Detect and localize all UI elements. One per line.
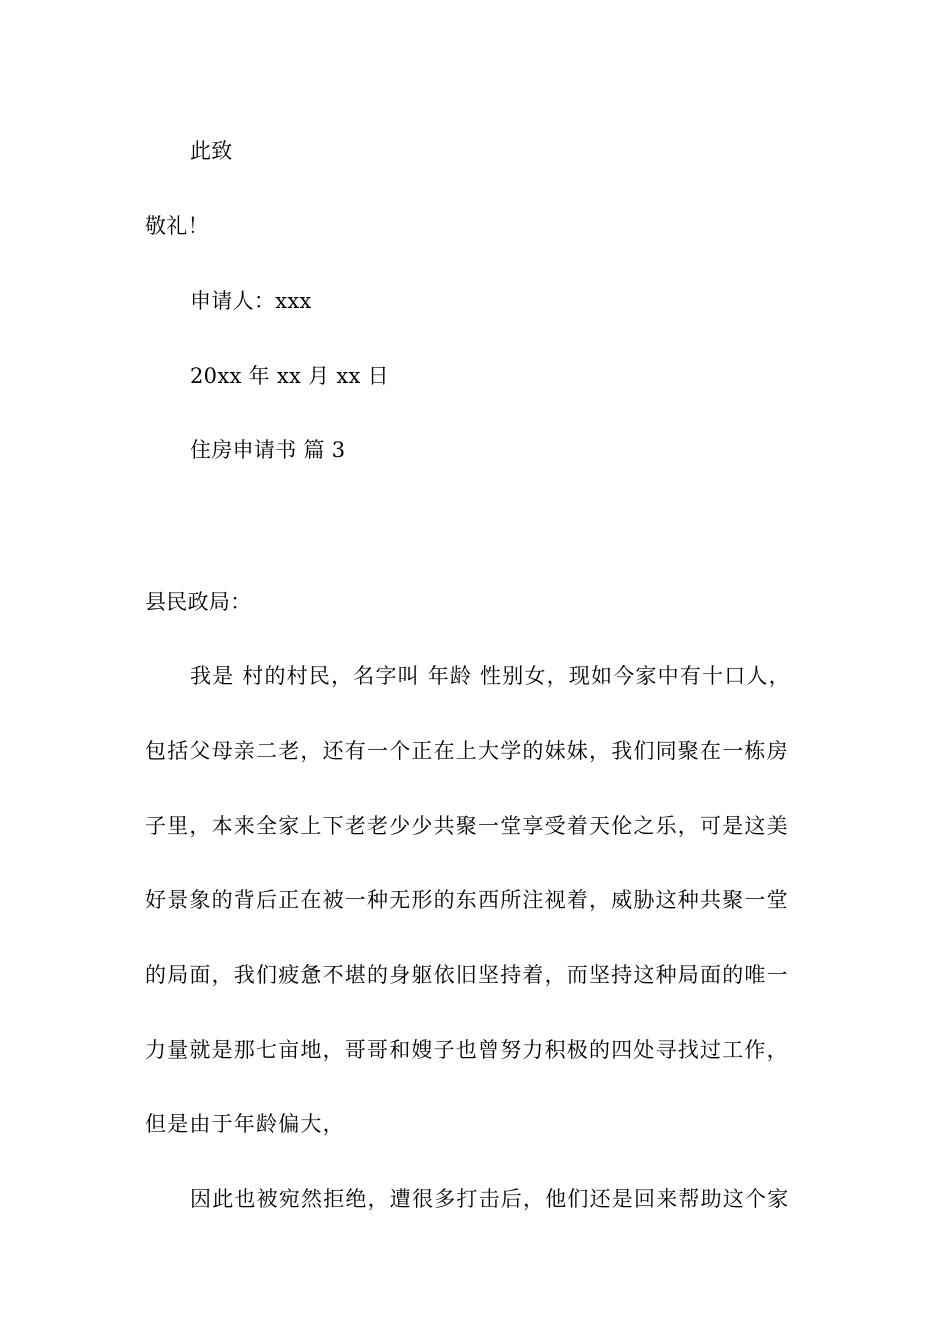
application-date: 20xx 年 xx 月 xx 日 xyxy=(190,364,389,388)
paragraph-line: 力量就是那七亩地，哥哥和嫂子也曾努力积极的四处寻找过工作， xyxy=(145,1038,789,1062)
paragraph-line: 我是 村的村民，名字叫 年龄 性别女，现如今家中有十口人， xyxy=(190,664,791,688)
section-heading: 住房申请书 篇 3 xyxy=(190,438,346,462)
paragraph-line: 子里，本来全家上下老老少少共聚一堂享受着天伦之乐，可是这美 xyxy=(145,814,789,838)
paragraph-line: 的局面，我们疲惫不堪的身躯依旧坚持着，而坚持这种局面的唯一 xyxy=(145,963,789,987)
applicant-signature: 申请人：xxx xyxy=(190,289,312,313)
closing-jing-li: 敬礼！ xyxy=(145,214,209,238)
paragraph-line: 因此也被宛然拒绝，遭很多打击后，他们还是回来帮助这个家 xyxy=(190,1187,790,1211)
addressee: 县民政局： xyxy=(145,590,252,614)
paragraph-line: 好景象的背后正在被一种无形的东西所注视着，威胁这种共聚一堂 xyxy=(145,888,789,912)
paragraph-line: 但是由于年龄偏大， xyxy=(145,1112,345,1136)
closing-ci-zhi: 此致 xyxy=(190,139,233,163)
paragraph-line: 包括父母亲二老，还有一个正在上大学的妹妹，我们同聚在一栋房 xyxy=(145,739,789,763)
